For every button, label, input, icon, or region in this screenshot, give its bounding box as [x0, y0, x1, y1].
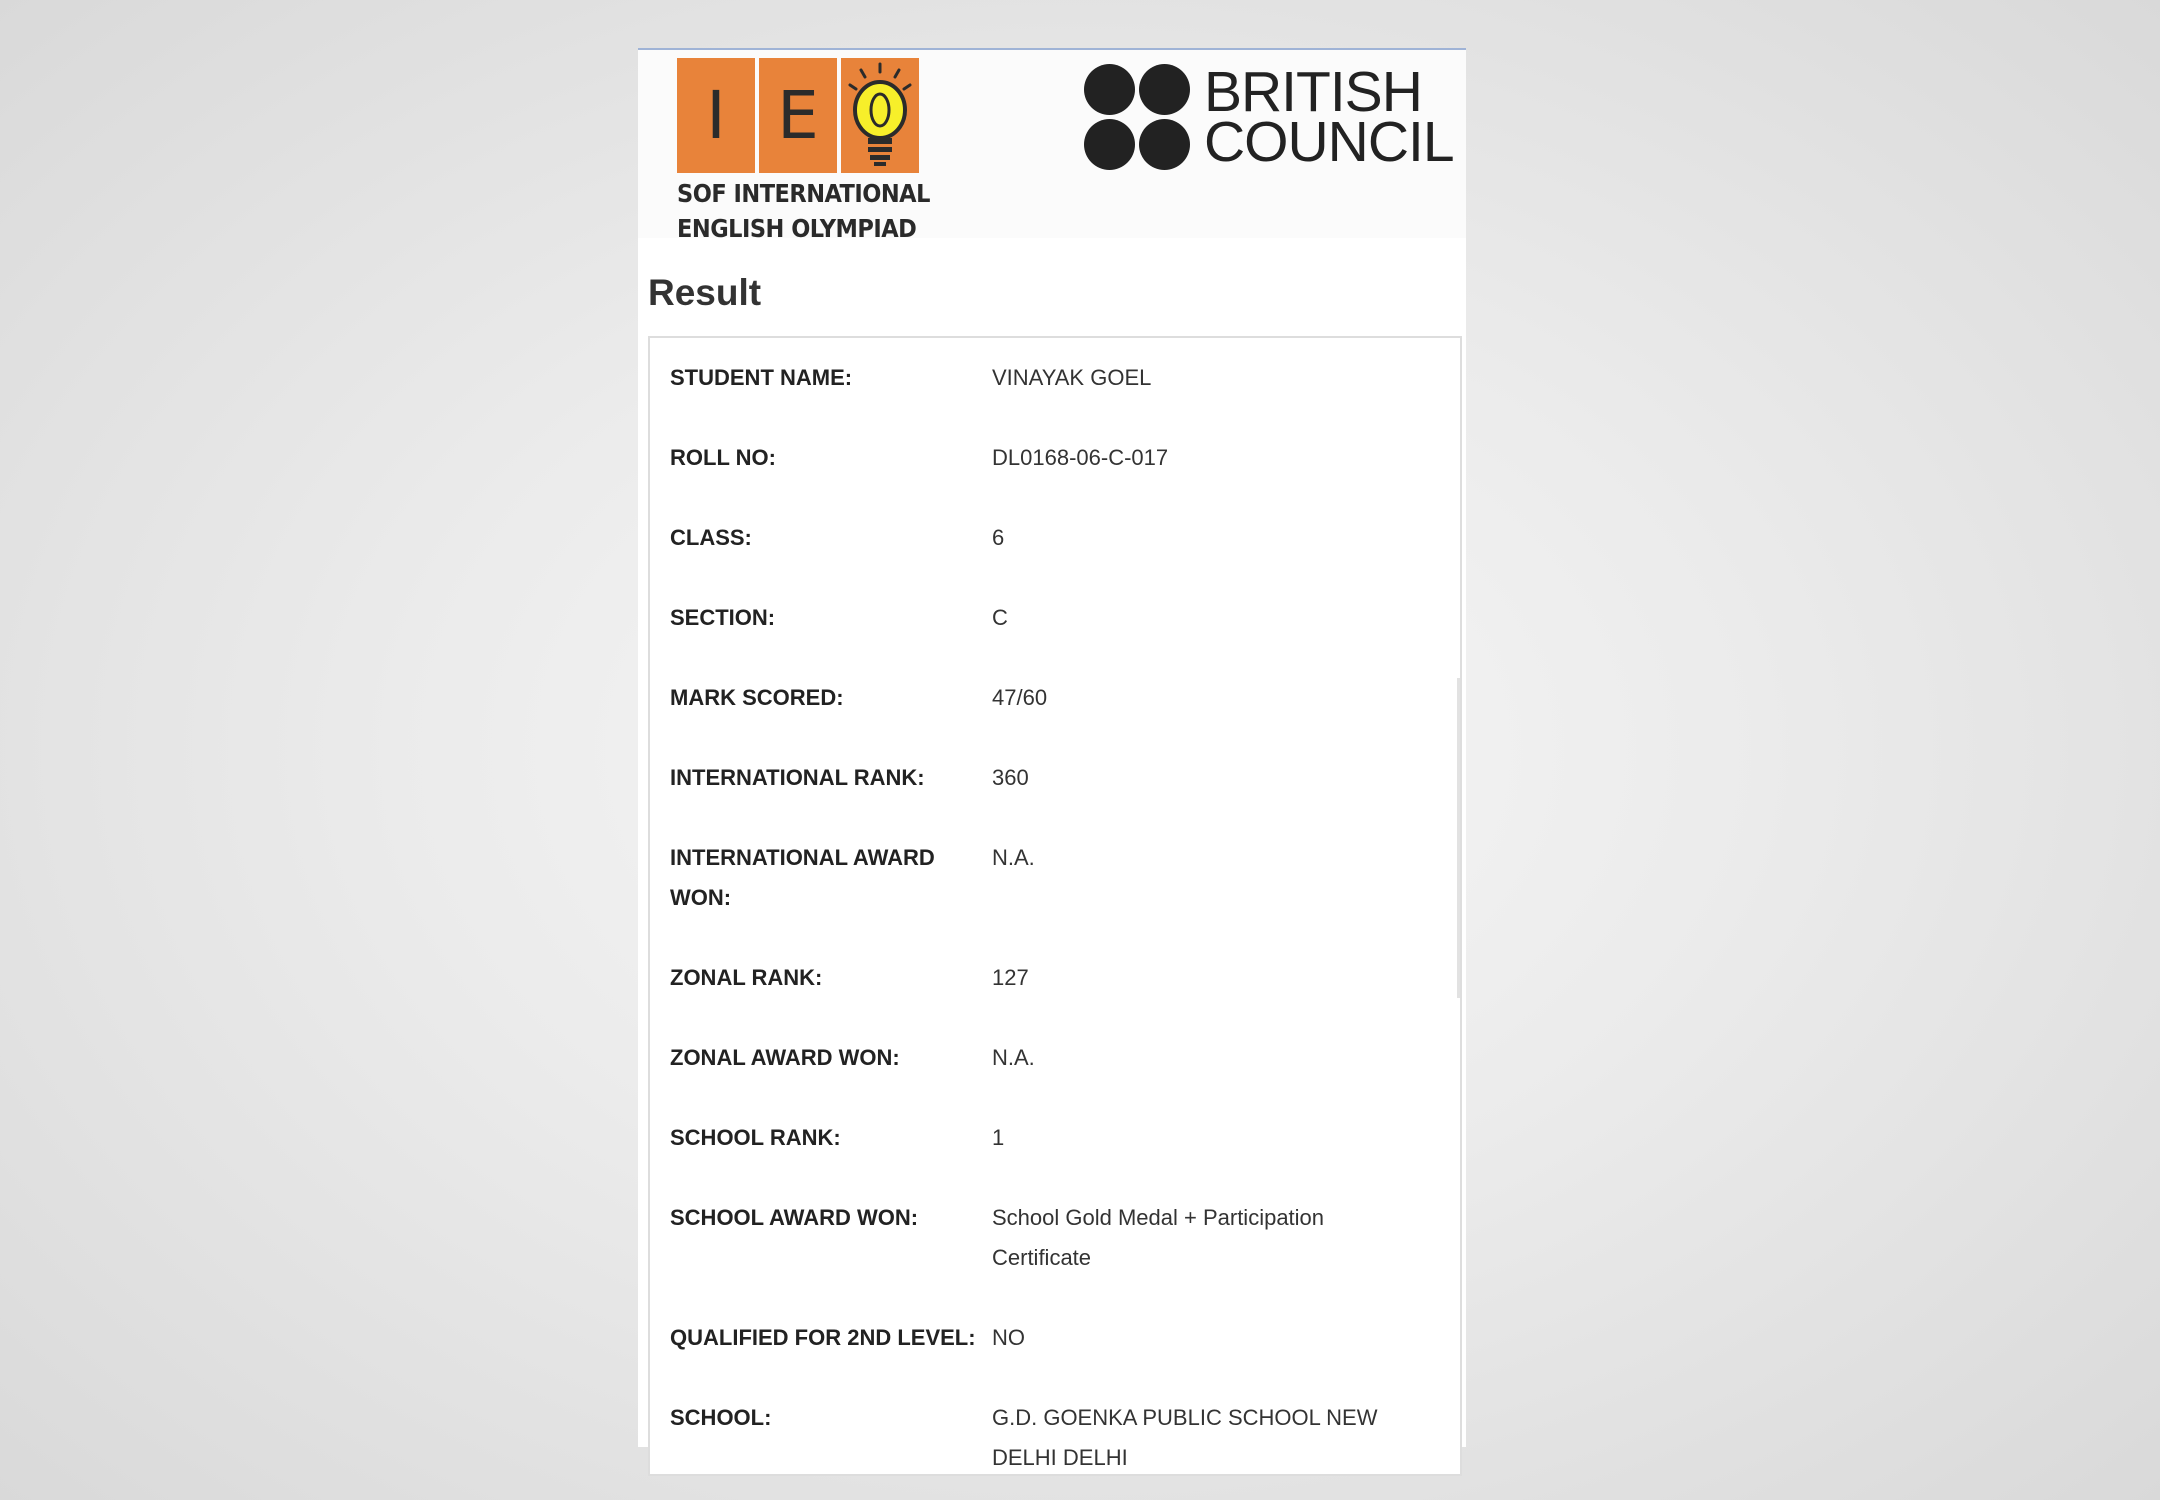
- row-value: 127: [992, 965, 1029, 990]
- result-row: [650, 938, 1460, 1018]
- ieo-logo-letter-e: E: [759, 58, 837, 173]
- result-row: [650, 818, 1460, 938]
- row-value: NO: [992, 1325, 1025, 1350]
- row-label: SECTION:: [670, 605, 776, 630]
- page-title: Result: [648, 272, 762, 313]
- result-row: [650, 1098, 1460, 1178]
- lightbulb-icon: [841, 58, 919, 173]
- row-label: ZONAL RANK:: [670, 965, 823, 990]
- result-row: [650, 1298, 1460, 1378]
- row-value: 6: [992, 525, 1005, 550]
- row-value: N.A.: [992, 1045, 1035, 1070]
- row-value: DL0168-06-C-017: [992, 445, 1169, 470]
- british-council-logo: [1084, 62, 1454, 172]
- british-council-line2: COUNCIL: [1204, 110, 1454, 174]
- result-row: [650, 498, 1460, 578]
- row-label: INTERNATIONAL AWARD WON:: [670, 845, 935, 910]
- result-rows: [650, 338, 1460, 1498]
- ieo-logo: [677, 58, 930, 243]
- row-value: C: [992, 605, 1008, 630]
- result-row: [650, 738, 1460, 818]
- british-council-line1: BRITISH: [1204, 60, 1422, 124]
- ieo-logo-line1: SOF INTERNATIONAL: [677, 179, 930, 208]
- row-label: SCHOOL AWARD WON:: [670, 1205, 919, 1230]
- row-label: SCHOOL RANK:: [670, 1125, 841, 1150]
- row-value: G.D. GOENKA PUBLIC SCHOOL NEW DELHI DELHI: [992, 1405, 1378, 1470]
- result-row: [650, 658, 1460, 738]
- row-value: 47/60: [992, 685, 1048, 710]
- row-label: CLASS:: [670, 525, 752, 550]
- british-council-dots-icon: [1084, 64, 1190, 170]
- scrollbar[interactable]: [1457, 678, 1460, 998]
- row-label: SCHOOL:: [670, 1405, 772, 1430]
- row-value: School Gold Medal + Participation Certificate: [992, 1205, 1325, 1270]
- result-row: [650, 1378, 1460, 1498]
- row-label: ZONAL AWARD WON:: [670, 1045, 900, 1070]
- row-label: ROLL NO:: [670, 445, 776, 470]
- result-table: [648, 336, 1462, 1476]
- header: [638, 50, 1466, 243]
- result-row: [650, 578, 1460, 658]
- result-row: [650, 418, 1460, 498]
- row-label: QUALIFIED FOR 2ND LEVEL:: [670, 1325, 976, 1350]
- row-label: MARK SCORED:: [670, 685, 844, 710]
- row-value: VINAYAK GOEL: [992, 365, 1152, 390]
- result-row: [650, 1178, 1460, 1298]
- row-value: 1: [992, 1125, 1005, 1150]
- result-row: [650, 1018, 1460, 1098]
- row-label: INTERNATIONAL RANK:: [670, 765, 925, 790]
- result-page: [638, 48, 1466, 1470]
- row-label: STUDENT NAME:: [670, 365, 853, 390]
- result-row: [650, 338, 1460, 418]
- row-value: N.A.: [992, 845, 1035, 870]
- ieo-logo-tiles: [677, 58, 923, 173]
- ieo-logo-line2: ENGLISH OLYMPIAD: [677, 214, 917, 243]
- ieo-logo-letter-i: I: [677, 58, 755, 173]
- row-value: 360: [992, 765, 1029, 790]
